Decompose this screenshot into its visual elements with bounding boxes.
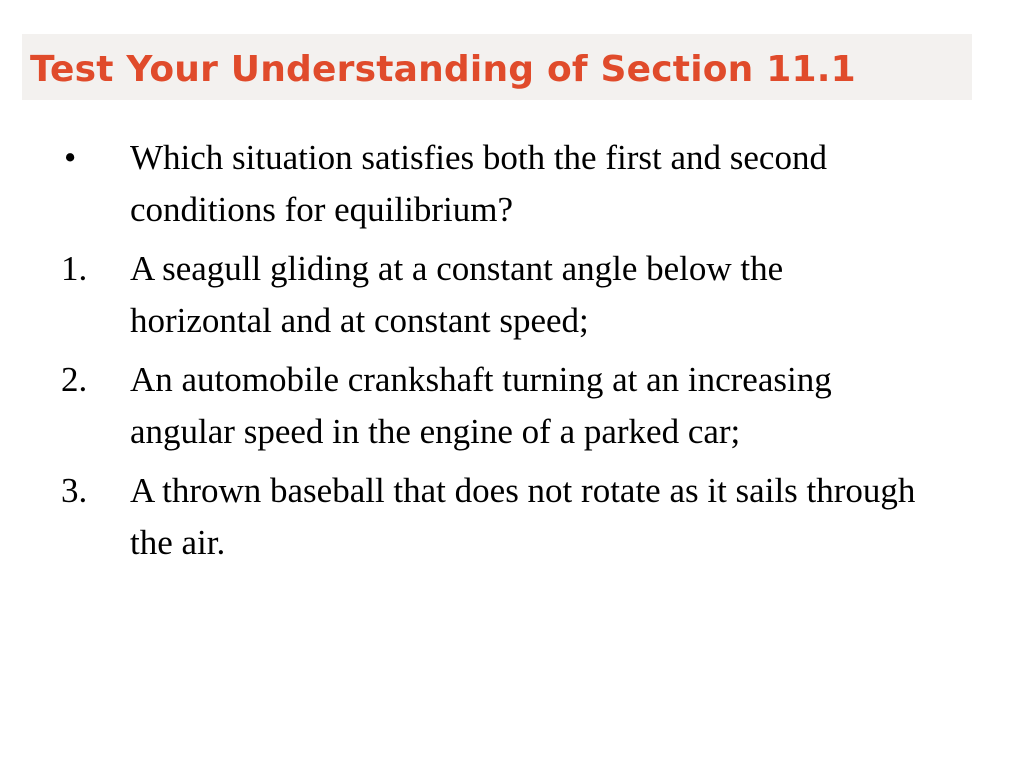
question-list [58, 132, 958, 576]
question-prompt [58, 132, 958, 236]
option-number: 3. [61, 471, 88, 510]
option-number: 1. [61, 249, 88, 288]
bullet-marker: • [64, 138, 77, 177]
answer-option-1 [58, 243, 958, 347]
answer-option-2 [58, 354, 958, 458]
option-text: A thrown baseball that does not rotate as it sails through the air. [130, 471, 916, 562]
slide-title: Test Your Understanding of Section 11.1 [30, 49, 856, 90]
option-text: An automobile crankshaft turning at an increasing angular speed in the engine of a parked car; [130, 360, 832, 451]
question-text: Which situation satisfies both the first and second conditions for equilibrium? [130, 138, 827, 229]
option-text: A seagull gliding at a constant angle below the horizontal and at constant speed; [130, 249, 784, 340]
answer-option-3 [58, 465, 958, 569]
option-number: 2. [61, 360, 88, 399]
